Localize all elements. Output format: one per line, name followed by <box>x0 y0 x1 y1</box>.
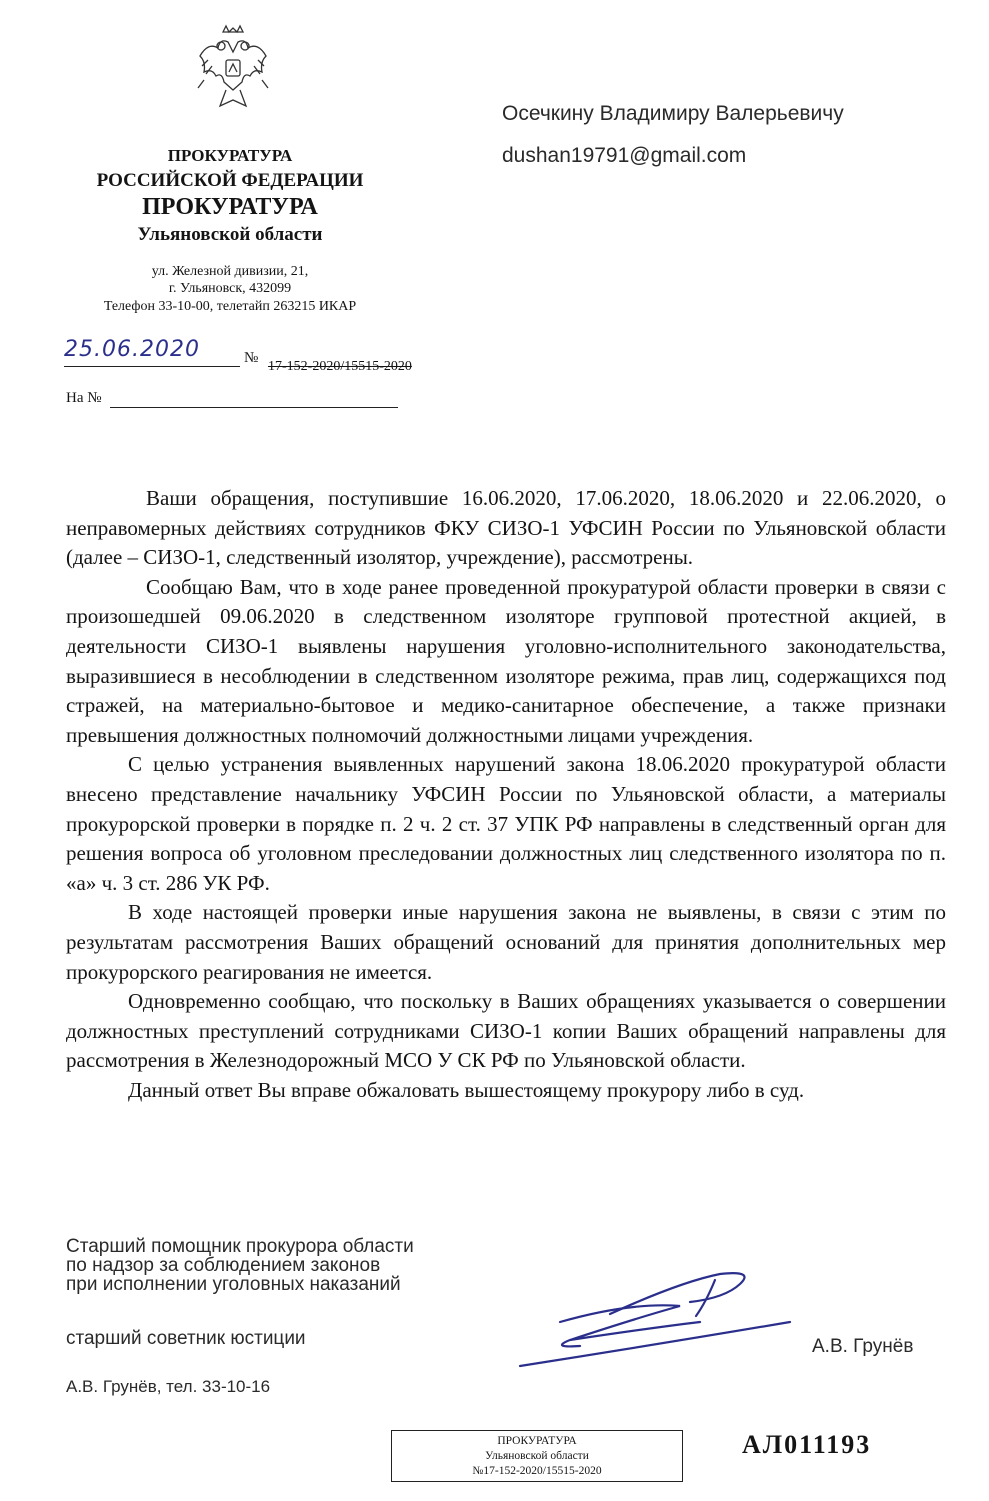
handwritten-date: 25.06.2020 <box>64 337 200 362</box>
outgoing-number: 17-152-2020/15515-2020 <box>268 359 412 374</box>
agency-region: Ульяновской области <box>137 224 323 245</box>
address-line1: ул. Железной дивизии, 21, <box>151 264 309 279</box>
agency-name-line2: РОССИЙСКОЙ ФЕДЕРАЦИИ <box>96 170 364 191</box>
handwritten-signature-icon <box>510 1262 810 1372</box>
position-line: по надзор за соблюдением законов <box>66 1255 381 1276</box>
letter-body <box>66 484 946 1105</box>
recipient-name: Осечкину Владимиру Валерьевичу <box>502 102 844 125</box>
registration-stamp <box>391 1430 683 1482</box>
form-serial-number: АЛ011193 <box>742 1430 872 1459</box>
body-paragraph: Ваши обращения, поступившие 16.06.2020, 17.06.2020, 18.06.2020 и 22.06.2020, о неправомерных действиях сотрудников ФКУ СИЗО-1 УФСИН России по Ульяновской области (далее – СИЗО-1, следственный изолятор, учреждение), рассмотрены. <box>66 486 946 570</box>
position-line: при исполнении уголовных наказаний <box>66 1274 401 1295</box>
body-paragraph: Сообщаю Вам, что в ходе ранее проведенной прокуратурой области проверки в связи с произошедшей 09.06.2020 в следственном изоляторе групповой протестной акцией, в деятельности СИЗО-1 выявлены нарушения уголовно-исполнительного законодательства, выразившиеся в несоблюдении в следственном изоляторе режима, прав лиц, содержащихся под стражей, на материально-бытовое и медико-санитарное обеспечение, а также признаки превышения должностных полномочий должностными лицами учреждения. <box>66 574 946 747</box>
date-underline <box>64 366 240 367</box>
signatory-rank: старший советник юстиции <box>66 1328 306 1349</box>
stamp-line: №17-152-2020/15515-2020 <box>472 1465 602 1477</box>
coat-of-arms-icon <box>188 22 278 122</box>
reply-to-label: На № <box>66 390 102 406</box>
body-paragraph: Одновременно сообщаю, что поскольку в Ваших обращениях указывается о совершении должностных преступлений сотрудниками СИЗО-1 копии Ваших обращений направлены для рассмотрения в Железнодорожный МСО У СК РФ по Ульяновской области. <box>66 989 946 1073</box>
agency-name-line3: ПРОКУРАТУРА <box>142 194 318 220</box>
reply-to-underline <box>110 407 398 408</box>
phone-line: Телефон 33-10-00, телетайп 263215 ИКАР <box>103 299 357 314</box>
position-line: Старший помощник прокурора области <box>66 1236 414 1257</box>
stamp-line: Ульяновской области <box>485 1450 589 1462</box>
signatory-name: А.В. Грунёв <box>812 1336 914 1357</box>
address-line2: г. Ульяновск, 432099 <box>168 281 292 296</box>
agency-name-line1: ПРОКУРАТУРА <box>167 146 293 165</box>
recipient-email: dushan19791@gmail.com <box>502 144 747 167</box>
stamp-line: ПРОКУРАТУРА <box>497 1435 577 1447</box>
signatory-position <box>66 1237 414 1294</box>
body-paragraph: С целью устранения выявленных нарушений закона 18.06.2020 прокуратурой области внесено представление начальнику УФСИН России по Ульяновской области, а материалы прокурорской проверки в порядке п. 2 ч. 2 ст. 37 УПК РФ направлены в следственный орган для решения вопроса об уголовном преследовании должностных лиц следственного изолятора по п. «а» ч. 3 ст. 286 УК РФ. <box>66 752 946 895</box>
executor-contact: А.В. Грунёв, тел. 33-10-16 <box>66 1377 271 1396</box>
body-paragraph: Данный ответ Вы вправе обжаловать вышестоящему прокурору либо в суд. <box>128 1077 805 1102</box>
body-paragraph: В ходе настоящей проверки иные нарушения закона не выявлены, в связи с этим по результатам рассмотрения Ваших обращений оснований для принятия дополнительных мер прокурорского реагирования не имеется. <box>66 900 946 984</box>
number-label: № <box>244 350 259 366</box>
